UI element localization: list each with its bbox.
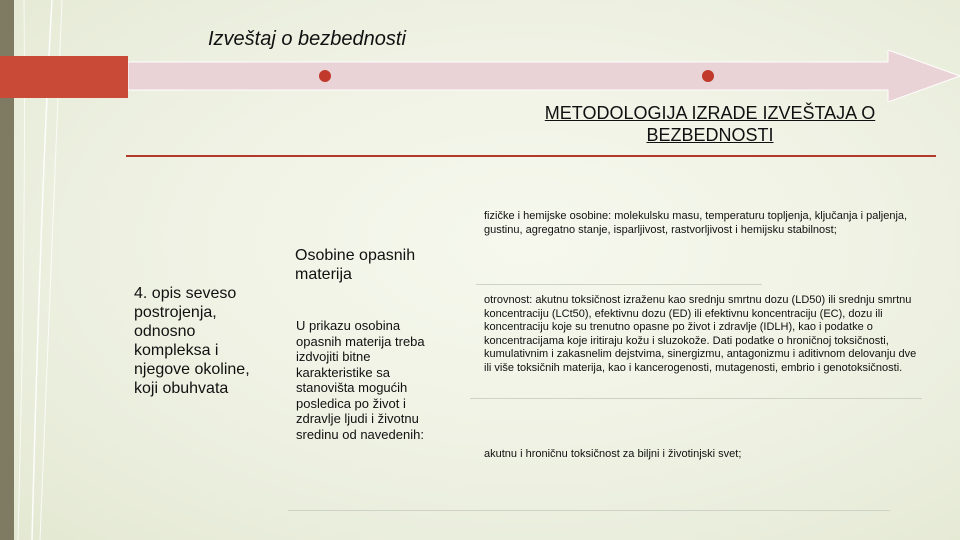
middle-column-body: U prikazu osobina opasnih materija treba izdvojiti bitne karakteristike sa stanovišta mogućih posledica po život i zdravlje ljudi i životnu sredinu od navedenih:	[296, 318, 425, 442]
middle-column-title: Osobine opasnih materija	[295, 247, 416, 283]
item-separator	[470, 398, 922, 399]
slide-title: Izveštaj o bezbednosti	[208, 28, 406, 50]
left-column-text: 4. opis seveso postrojenja, odnosno kompleksa i njegove okoline, koji obuhvata	[134, 285, 250, 397]
timeline-arrow	[128, 50, 960, 102]
item-separator	[288, 510, 890, 511]
timeline-dot-left	[319, 70, 331, 82]
list-item-ecotoxicity: akutnu i hroničnu toksičnost za biljni i životinjski svet;	[484, 448, 742, 460]
item-separator	[476, 284, 762, 285]
section-heading: METODOLOGIJA IZRADE IZVEŠTAJA O BEZBEDNOSTI	[544, 103, 876, 145]
list-item-physical-chemical: fizičke i hemijske osobine: molekulsku masu, temperaturu topljenja, ključanja i paljenja, gustinu, agregatno stanje, isparljivost, rastvorljivost i hemijsku stabilnost;	[484, 210, 908, 236]
red-accent-tab	[0, 56, 128, 98]
timeline-dot-right	[702, 70, 714, 82]
list-item-toxicity: otrovnost: akutnu toksičnost izraženu kao srednju smrtnu dozu (LD50) ili srednju smrtnu koncentraciju (LCt50), efektivnu dozu (ED) ili efektivnu koncentraciju (EC), dozu ili koncentraciju koje su trenutno opasne po život i zdravlje (IDLH), kao i podatke o koncentracijama koje iritiraju kožu i sluzokože. Dati podatke o hroničnoj toksičnosti, kumulativnim i zakasnelim dejstvima, sinergizmu, antagonizmu i aditivnom delovanju dve ili više toksičnih materija, kao i kancerogenosti, mutagenosti, embrio i genotoksičnosti.	[484, 294, 917, 374]
heading-underline-rule	[126, 155, 936, 157]
